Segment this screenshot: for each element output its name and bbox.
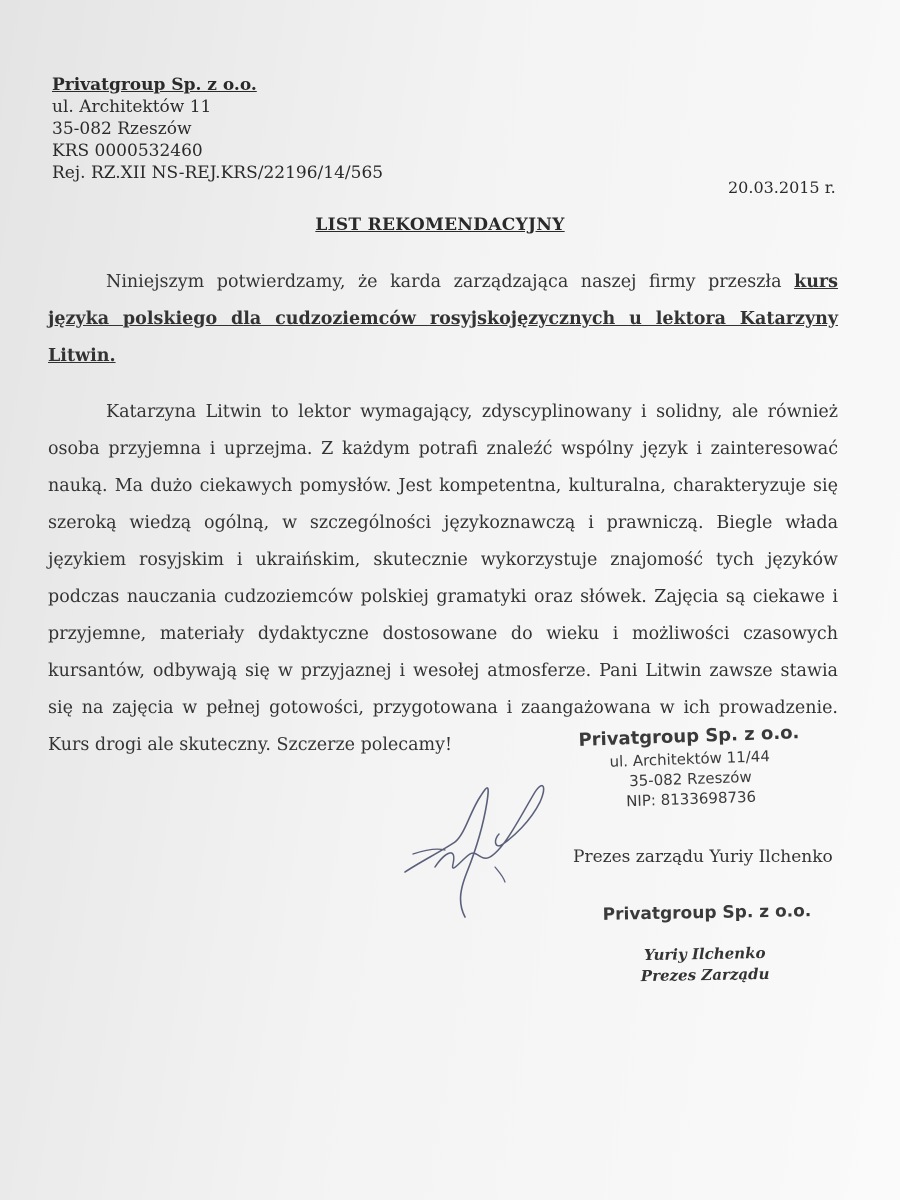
sender-street: ul. Architektów 11 (52, 97, 212, 117)
handwritten-signature (395, 772, 565, 927)
address-stamp-street: ul. Architektów 11/44 (609, 747, 771, 771)
company-stamp (592, 900, 822, 926)
paragraph-1 (48, 264, 838, 375)
sender-registration: Rej. RZ.XII NS-REJ.KRS/22196/14/565 (52, 163, 384, 183)
address-stamp-name: Privatgroup Sp. z o.o. (578, 722, 800, 751)
address-stamp (559, 720, 822, 813)
letter-title: LIST REKOMENDACYJNY (315, 215, 565, 235)
person-stamp-role: Prezes Zarządu (640, 964, 770, 986)
sender-krs: KRS 0000532460 (52, 141, 203, 161)
sender-block (52, 74, 383, 184)
address-stamp-city: 35-082 Rzeszów (628, 767, 752, 791)
letter-date: 20.03.2015 r. (728, 178, 836, 197)
sender-company: Privatgroup Sp. z o.o. (52, 75, 257, 95)
signer-line: Prezes zarządu Yuriy Ilchenko (573, 847, 833, 867)
address-stamp-nip: NIP: 8133698736 (625, 787, 757, 811)
paragraph-2: Katarzyna Litwin to lektor wymagający, zdyscyplinowany i solidny, ale również osoba przyjemna i uprzejma. Z każdym potrafi znaleźć wspólny język i zainteresować nauką. Ma dużo ciekawych pomysłów. Jest kompetentna, kulturalna, charakteryzuje się szeroką wiedzą ogólną, w szczególności językoznawczą i prawniczą. Biegle włada językiem rosyjskim i ukraińskim, skutecznie wykorzystuje znajomość tych języków podczas nauczania cudzoziemców polskiej gramatyki oraz słówek. Zajęcia są ciekawe i przyjemne, materiały dydaktyczne dostosowane do wieku i możliwości czasowych kursantów, odbywają się w przyjaznej i wesołej atmosferze. Pani Litwin zawsze stawia się na zajęcia w pełnej gotowości, przygotowana i zaangażowana w ich prowadzenie. Kurs drogi ale skuteczny. Szczerze polecamy! (48, 402, 838, 755)
paragraph-1-intro: Niniejszym potwierdzamy, że karda zarządzająca naszej firmy przeszła (106, 272, 795, 292)
person-stamp-name: Yuriy Ilchenko (643, 943, 766, 965)
paragraph-1-emphasis: kurs języka polskiego dla cudzoziemców rosyjskojęzycznych u lektora Katarzyny Litwin. (48, 272, 838, 366)
company-stamp-name: Privatgroup Sp. z o.o. (602, 901, 812, 925)
sender-city: 35-082 Rzeszów (52, 119, 192, 139)
person-stamp (625, 943, 786, 988)
